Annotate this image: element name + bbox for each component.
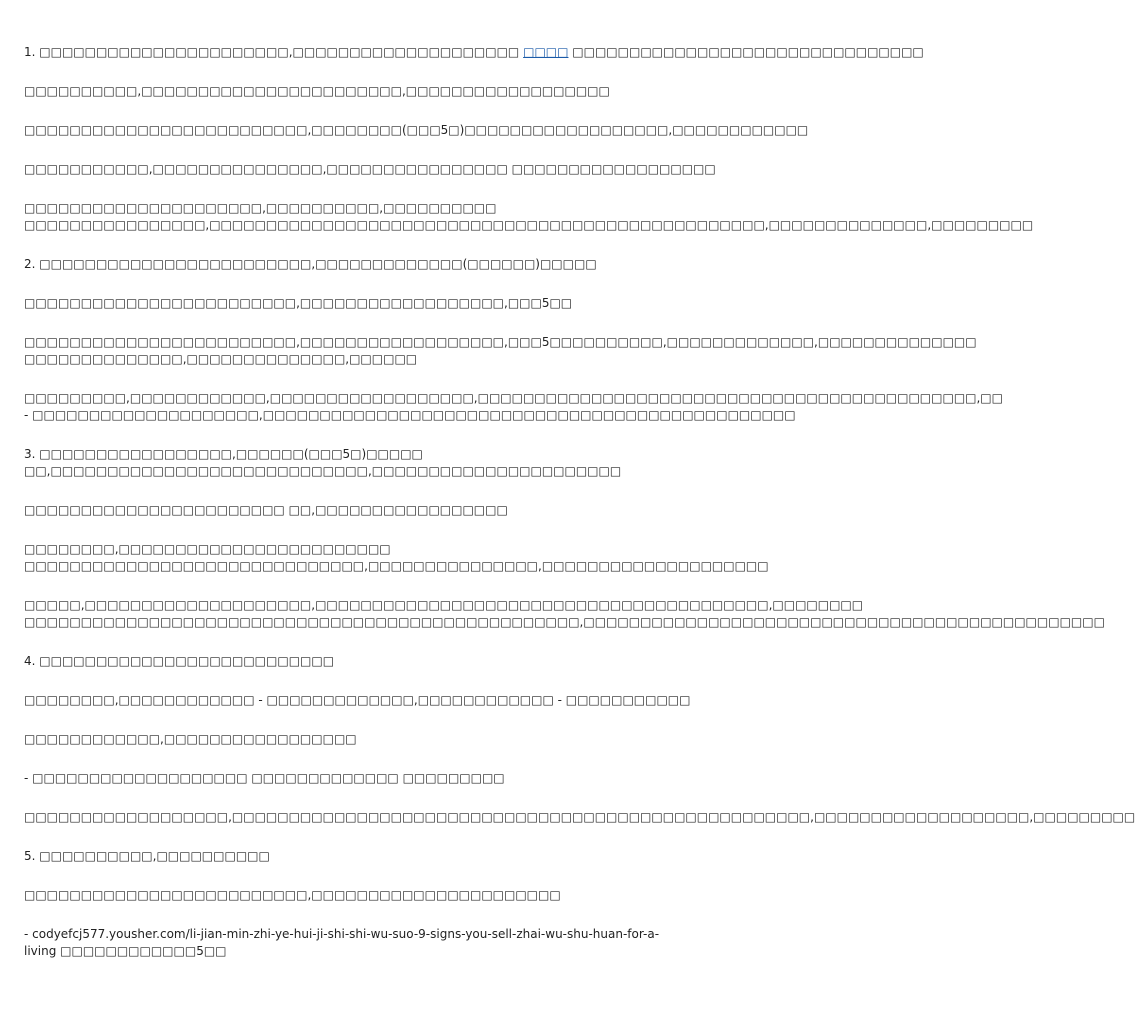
paragraph-5-line-1: □□□□□□□□□□□□□□□□□□□□□,□□□□□□□□□□,□□□□□□□□□□ xyxy=(24,201,497,215)
paragraph-3: □□□□□□□□□□□□□□□□□□□□□□□□□,□□□□□□□□(□□□5□)□□□□□□□□□□□□□□□□□□,□□□□□□□□□□□□ xyxy=(24,123,809,137)
paragraph-1 xyxy=(24,44,924,61)
paragraph-5-line-2: □□□□□□□□□□□□□□□□,□□□□□□□□□□□□□□□□□□□□□□□□□□□□□□□□□□□□□□□□□□□□□□□□□,□□□□□□□□□□□□□□,□□□□□□□□□ xyxy=(24,218,1034,232)
paragraph-1-tail: □□□□□□□□□□□□□□□□□□□□□□□□□□□□□□□ xyxy=(572,45,924,59)
paragraph-19: 5. □□□□□□□□□□,□□□□□□□□□□ xyxy=(24,849,270,863)
paragraph-10-line-1: 3. □□□□□□□□□□□□□□□□□,□□□□□□(□□□5□)□□□□□ xyxy=(24,447,423,461)
paragraph-6: 2. □□□□□□□□□□□□□□□□□□□□□□□□,□□□□□□□□□□□□□(□□□□□□)□□□□□ xyxy=(24,257,597,271)
paragraph-13-line-1: □□□□□,□□□□□□□□□□□□□□□□□□□□,□□□□□□□□□□□□□□□□□□□□□□□□□□□□□□□□□□□□□□□□,□□□□□□□□ xyxy=(24,598,864,612)
paragraph-8-line-1: □□□□□□□□□□□□□□□□□□□□□□□□,□□□□□□□□□□□□□□□□□□,□□□5□□□□□□□□□□,□□□□□□□□□□□□□,□□□□□□□□□□□□□□ xyxy=(24,335,977,349)
paragraph-2: □□□□□□□□□□,□□□□□□□□□□□□□□□□□□□□□□□,□□□□□□□□□□□□□□□□□□ xyxy=(24,84,610,98)
paragraph-12-line-1: □□□□□□□□,□□□□□□□□□□□□□□□□□□□□□□□□ xyxy=(24,542,391,556)
paragraph-11: □□□□□□□□□□□□□□□□□□□□□□□ □□,□□□□□□□□□□□□□□□□□ xyxy=(24,503,508,517)
paragraph-9-line-1: □□□□□□□□□,□□□□□□□□□□□□,□□□□□□□□□□□□□□□□□□,□□□□□□□□□□□□□□□□□□□□□□□□□□□□□□□□□□□□□□□□□□□□,□□ xyxy=(24,391,1003,405)
paragraph-16: □□□□□□□□□□□□,□□□□□□□□□□□□□□□□□ xyxy=(24,732,357,746)
paragraph-12-line-2: □□□□□□□□□□□□□□□□□□□□□□□□□□□□□□,□□□□□□□□□□□□□□□,□□□□□□□□□□□□□□□□□□□□ xyxy=(24,559,769,573)
paragraph-18: □□□□□□□□□□□□□□□□□□,□□□□□□□□□□□□□□□□□□□□□□□□□□□□□□□□□□□□□□□□□□□□□□□□□□□,□□□□□□□□□□□□□□□□□□□,□□□□□□□□□ xyxy=(24,810,1135,824)
paragraph-20: □□□□□□□□□□□□□□□□□□□□□□□□□,□□□□□□□□□□□□□□□□□□□□□□ xyxy=(24,888,561,902)
paragraph-13-line-2: □□□□□□□□□□□□□□□□□□□□□□□□□□□□□□□□□□□□□□□□□□□□□□□□□,□□□□□□□□□□□□□□□□□□□□□□□□□□□□□□□□□□□□□□□□□□□□□□ xyxy=(24,615,1105,629)
paragraph-21-line-2: living □□□□□□□□□□□□5□□ xyxy=(24,944,227,958)
paragraph-14: 4. □□□□□□□□□□□□□□□□□□□□□□□□□□ xyxy=(24,654,335,668)
paragraph-17: - □□□□□□□□□□□□□□□□□□□ □□□□□□□□□□□□□ □□□□□□□□□ xyxy=(24,771,505,785)
inline-link[interactable]: □□□□ xyxy=(523,45,569,59)
paragraph-9-line-2: - □□□□□□□□□□□□□□□□□□□□,□□□□□□□□□□□□□□□□□□□□□□□□□□□□□□□□□□□□□□□□□□□□□□□ xyxy=(24,408,796,422)
paragraph-21-line-1: - codyefcj577.yousher.com/li-jian-min-zhi-ye-hui-ji-shi-shi-wu-suo-9-signs-you-sell-zhai-wu-shu-huan-for-a- xyxy=(24,927,660,941)
paragraph-1-text: 1. □□□□□□□□□□□□□□□□□□□□□□,□□□□□□□□□□□□□□□□□□□□ xyxy=(24,45,520,59)
paragraph-4: □□□□□□□□□□□,□□□□□□□□□□□□□□□,□□□□□□□□□□□□□□□□ □□□□□□□□□□□□□□□□□□ xyxy=(24,162,716,176)
paragraph-8-line-2: □□□□□□□□□□□□□□,□□□□□□□□□□□□□□,□□□□□□ xyxy=(24,352,418,366)
paragraph-7: □□□□□□□□□□□□□□□□□□□□□□□□,□□□□□□□□□□□□□□□□□□,□□□5□□ xyxy=(24,296,573,310)
paragraph-15: □□□□□□□□,□□□□□□□□□□□□ - □□□□□□□□□□□□□,□□□□□□□□□□□□ - □□□□□□□□□□□ xyxy=(24,693,691,707)
paragraph-10-line-2: □□,□□□□□□□□□□□□□□□□□□□□□□□□□□□□,□□□□□□□□□□□□□□□□□□□□□□ xyxy=(24,464,622,478)
